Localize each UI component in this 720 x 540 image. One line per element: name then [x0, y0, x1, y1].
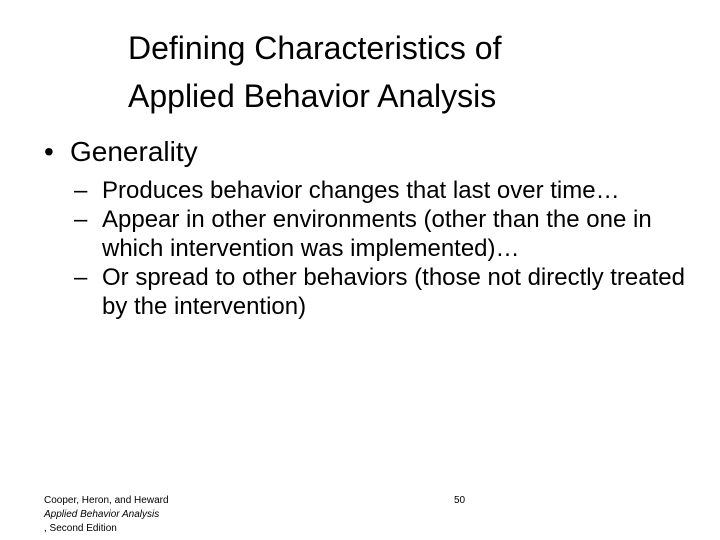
sub-bullet-item	[74, 176, 694, 205]
slide-title	[128, 24, 688, 120]
sub-bullet-item	[74, 205, 694, 263]
footer-book-line	[44, 508, 169, 536]
bullet-text: Generality	[70, 136, 198, 167]
sub-bullet-list	[74, 176, 694, 321]
footer-edition: , Second Edition	[44, 523, 117, 534]
bullet-marker: •	[44, 136, 54, 167]
footer-citation	[44, 494, 169, 536]
sub-bullet-text: Produces behavior changes that last over time…	[102, 177, 620, 204]
footer-book-title: Applied Behavior Analysis	[44, 509, 160, 520]
sub-bullet-item	[74, 263, 694, 321]
title-line-2: Applied Behavior Analysis	[128, 78, 497, 114]
page-number: 50	[454, 495, 466, 506]
sub-bullet-text: Appear in other environments (other than the one in which intervention was implemented)…	[102, 206, 652, 262]
title-line-1: Defining Characteristics of	[128, 30, 502, 66]
sub-bullet-text: Or spread to other behaviors (those not directly treated by the intervention)	[102, 264, 685, 320]
dash-marker: –	[74, 177, 88, 204]
footer-authors: Cooper, Heron, and Heward	[44, 495, 169, 506]
main-bullet	[44, 132, 198, 172]
dash-marker: –	[74, 264, 88, 291]
dash-marker: –	[74, 206, 88, 233]
